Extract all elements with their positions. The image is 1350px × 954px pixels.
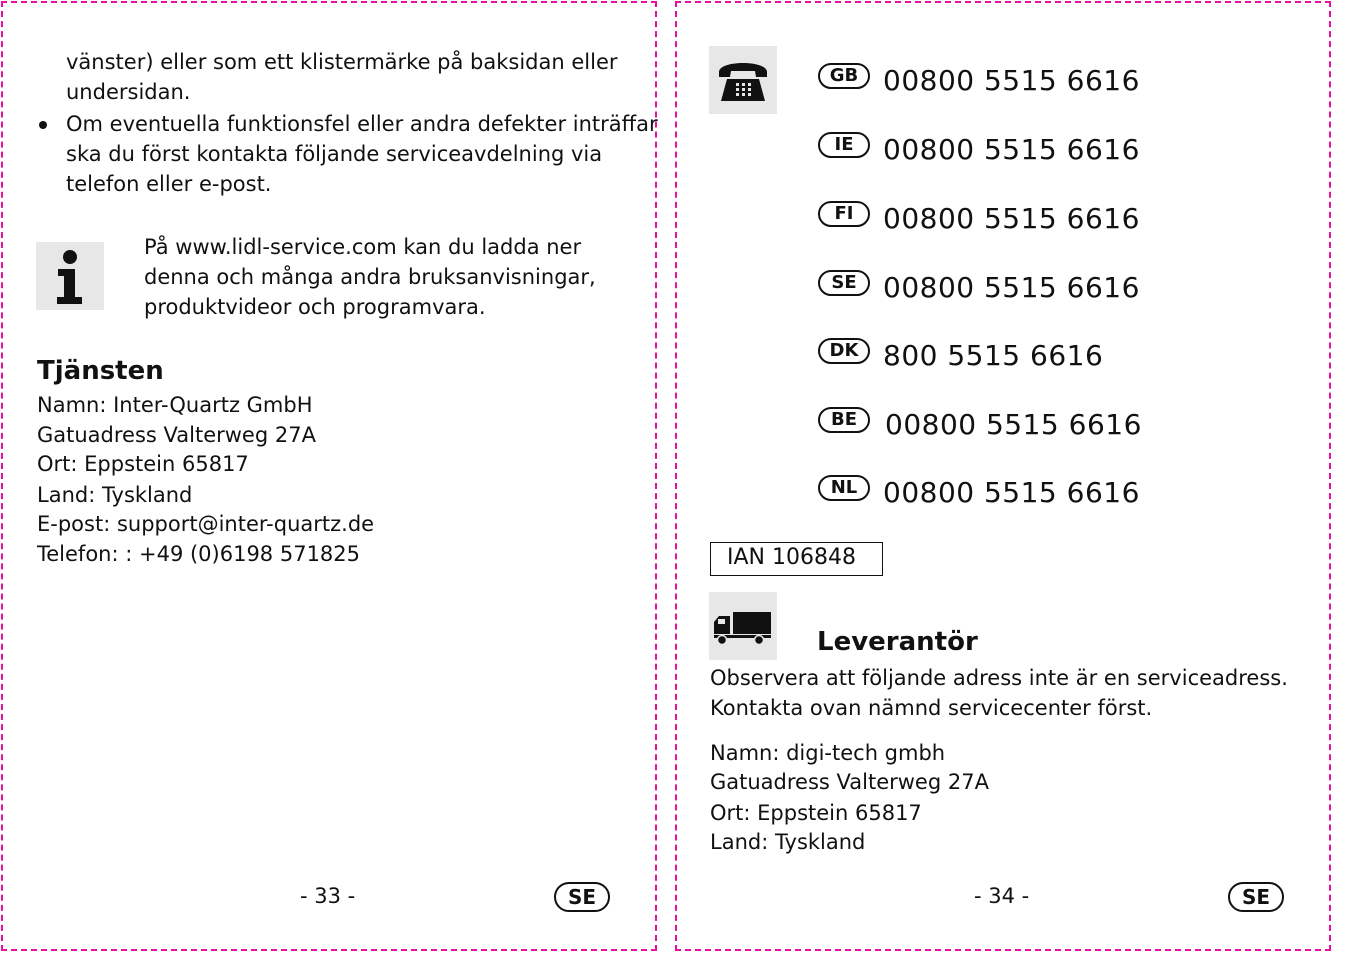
flag-be: BE: [818, 407, 870, 433]
phone-ie: 00800 5515 6616: [883, 133, 1140, 166]
service-email: E-post: support@inter-quartz.de: [37, 512, 375, 536]
supplier-country: Land: Tyskland: [710, 830, 866, 854]
info-line-3: produktvideor och programvara.: [144, 295, 486, 319]
phone-fi: 00800 5515 6616: [883, 202, 1140, 235]
flag-nl: NL: [818, 475, 870, 501]
service-heading: Tjänsten: [37, 356, 164, 386]
supplier-name: Namn: digi-tech gmbh: [710, 741, 946, 765]
notice-line-1: Observera att följande adress inte är en serviceadress.: [710, 666, 1288, 690]
language-badge: SE: [1228, 882, 1284, 912]
language-badge: SE: [554, 882, 610, 912]
service-country: Land: Tyskland: [37, 483, 193, 507]
phone-gb: 00800 5515 6616: [883, 64, 1140, 97]
service-street: Gatuadress Valterweg 27A: [37, 423, 316, 447]
bullet-line-1: Om eventuella funktionsfel eller andra defekter inträffar: [66, 112, 658, 136]
phone-be: 00800 5515 6616: [885, 408, 1142, 441]
service-phone: Telefon: : +49 (0)6198 571825: [37, 542, 361, 566]
intro-line-2: undersidan.: [66, 80, 191, 104]
telephone-icon: [709, 46, 777, 114]
flag-fi: FI: [818, 201, 870, 227]
notice-line-2: Kontakta ovan nämnd servicecenter först.: [710, 696, 1153, 720]
page-number: - 34 -: [974, 884, 1030, 908]
service-name: Namn: Inter-Quartz GmbH: [37, 393, 313, 417]
page-number: - 33 -: [300, 884, 356, 908]
flag-ie: IE: [818, 132, 870, 158]
bullet-line-2: ska du först kontakta följande serviceavdelning via: [66, 142, 603, 166]
phone-dk: 800 5515 6616: [883, 339, 1104, 372]
supplier-heading: Leverantör: [817, 627, 978, 657]
info-icon: [36, 242, 104, 310]
phone-se: 00800 5515 6616: [883, 271, 1140, 304]
bullet-line-3: telefon eller e-post.: [66, 172, 272, 196]
supplier-street: Gatuadress Valterweg 27A: [710, 770, 989, 794]
info-line-2: denna och många andra bruksanvisningar,: [144, 265, 596, 289]
page-34: [675, 1, 1331, 951]
page-33: [1, 1, 657, 951]
flag-se: SE: [818, 270, 870, 296]
ian-number: IAN 106848: [710, 542, 883, 576]
phone-nl: 00800 5515 6616: [883, 476, 1140, 509]
flag-gb: GB: [818, 63, 870, 89]
info-line-1: På www.lidl-service.com kan du ladda ner: [144, 235, 582, 259]
intro-line-1: vänster) eller som ett klistermärke på baksidan eller: [66, 50, 618, 74]
supplier-city: Ort: Eppstein 65817: [710, 801, 922, 825]
service-city: Ort: Eppstein 65817: [37, 452, 249, 476]
bullet-dot: [39, 121, 47, 129]
flag-dk: DK: [818, 338, 870, 364]
truck-icon: [709, 592, 777, 660]
